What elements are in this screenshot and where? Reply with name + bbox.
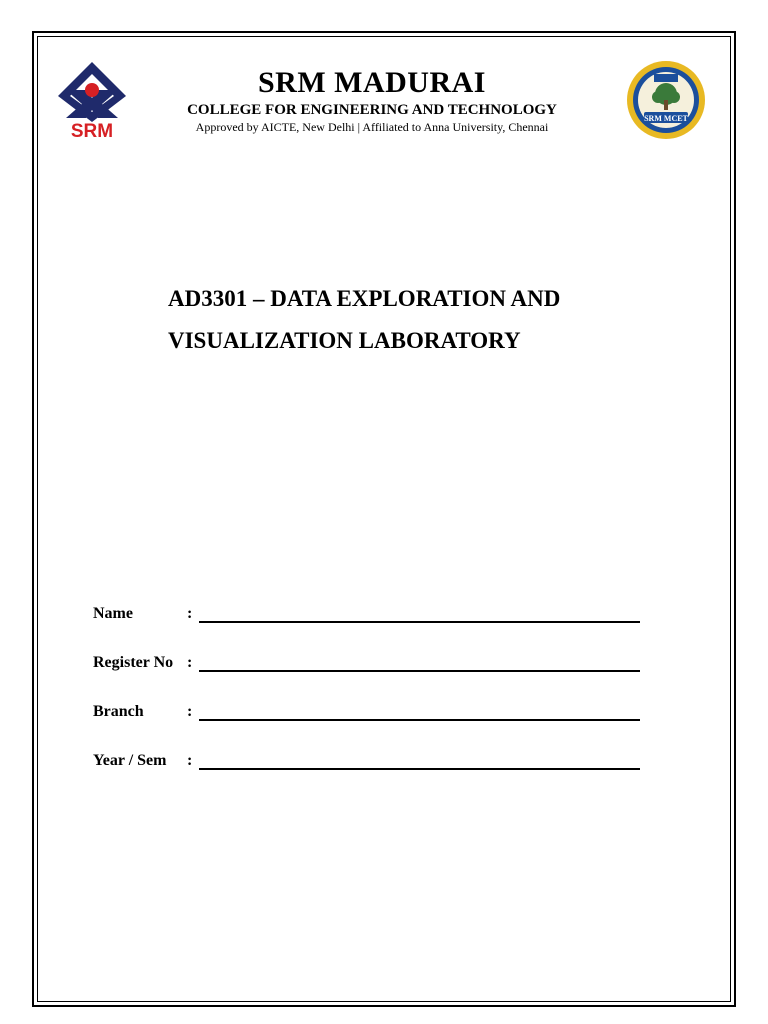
form-row-branch [93, 703, 653, 727]
branch-field[interactable] [199, 719, 640, 721]
course-title-line-1: AD3301 – DATA EXPLORATION AND [168, 286, 561, 311]
branch-colon: : [187, 703, 193, 720]
register-no-label: Register No [93, 654, 174, 671]
year-sem-field[interactable] [199, 768, 640, 770]
course-title-line-2: VISUALIZATION LABORATORY [168, 328, 521, 353]
form-row-year-sem [93, 752, 653, 776]
register-no-colon: : [187, 654, 193, 671]
college-subtitle: COLLEGE FOR ENGINEERING AND TECHNOLOGY [187, 102, 557, 118]
svg-text:SRM: SRM [70, 121, 114, 140]
name-field[interactable] [199, 621, 640, 623]
form-row-register-no [93, 654, 653, 678]
name-label: Name [93, 605, 133, 622]
course-title [168, 278, 668, 362]
register-no-field[interactable] [199, 670, 640, 672]
year-sem-colon: : [187, 752, 193, 769]
srm-logo [56, 60, 128, 140]
page-border-inner [37, 36, 731, 1002]
approval-line: Approved by AICTE, New Delhi | Affiliated to Anna University, Chennai [195, 120, 549, 134]
college-name: SRM MADURAI [258, 66, 486, 99]
name-colon: : [187, 605, 193, 622]
year-sem-label: Year / Sem [93, 752, 167, 769]
srm-mcet-seal [622, 60, 710, 140]
svg-text:SRM MCET: SRM MCET [644, 114, 688, 123]
branch-label: Branch [93, 703, 144, 720]
form-row-name [93, 605, 653, 629]
